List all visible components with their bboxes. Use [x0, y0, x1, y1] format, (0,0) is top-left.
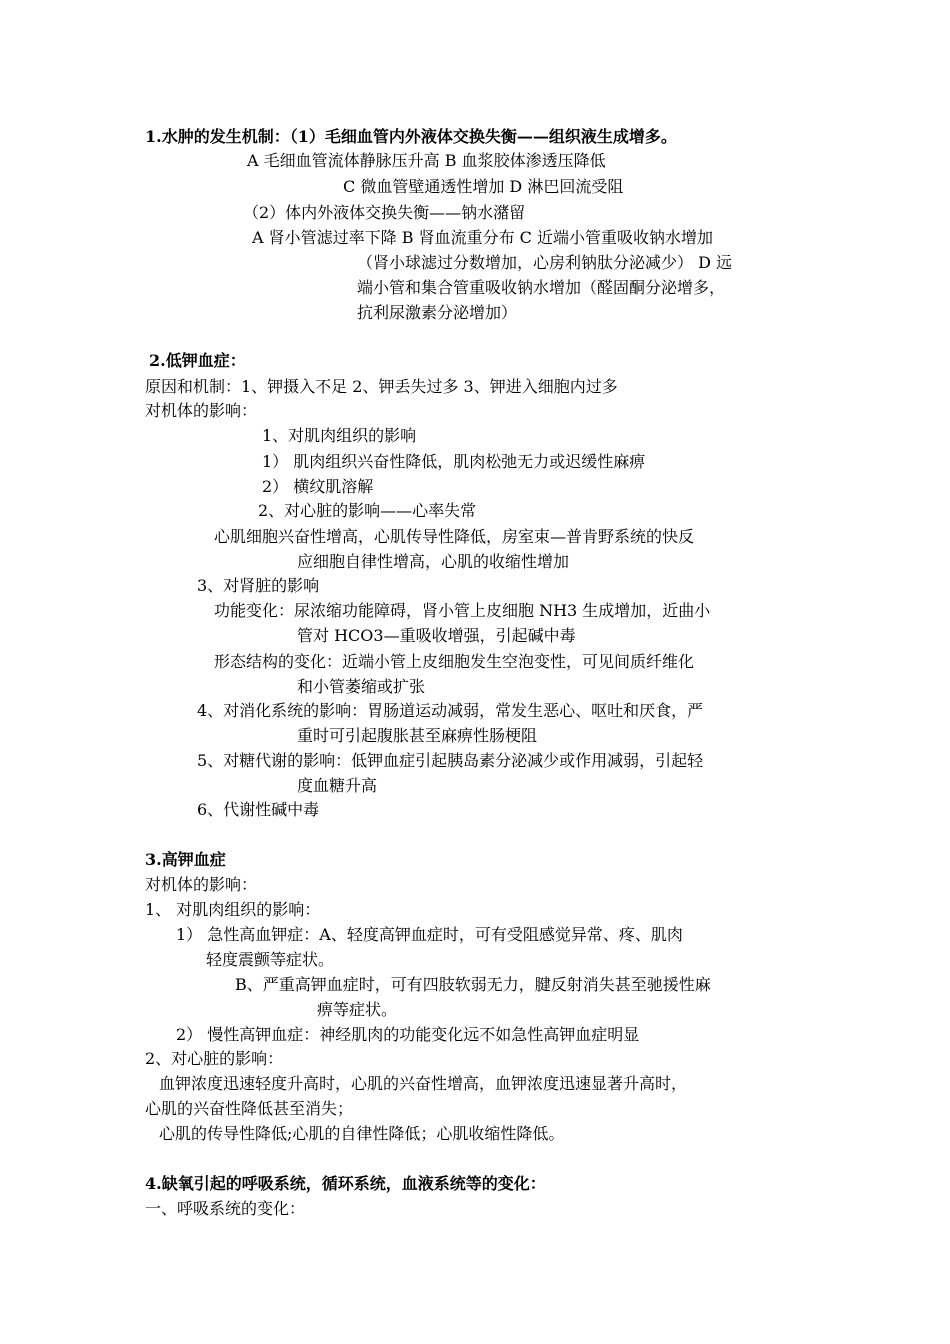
text-line: 2） 慢性高钾血症：神经肌肉的功能变化远不如急性高钾血症明显 — [176, 1025, 640, 1044]
section-4-heading: 4.缺氧引起的呼吸系统，循环系统，血液系统等的变化： — [145, 1174, 546, 1193]
text-line: 痹等症状。 — [317, 1000, 398, 1019]
text-line: 原因和机制：1、钾摄入不足 2、钾丢失过多 3、钾进入细胞内过多 — [145, 377, 618, 396]
text-line: 2、对心脏的影响——心率失常 — [258, 501, 477, 520]
text-line: （肾小球滤过分数增加，心房利钠肽分泌减少） D 远 — [357, 253, 733, 272]
text-line: 血钾浓度迅速轻度升高时，心肌的兴奋性增高，血钾浓度迅速显著升高时， — [159, 1074, 688, 1093]
text-line: 形态结构的变化：近端小管上皮细胞发生空泡变性，可见间质纤维化 — [214, 652, 695, 671]
text-line: 6、代谢性碱中毒 — [197, 800, 320, 819]
text-line: 5、对糖代谢的影响：低钾血症引起胰岛素分泌减少或作用减弱，引起轻 — [197, 751, 704, 770]
text-line: 度血糖升高 — [297, 776, 378, 795]
section-1-heading — [145, 126, 677, 148]
text-line: 应细胞自律性增高，心肌的收缩性增加 — [297, 552, 570, 571]
text-line: 心肌的传导性降低;心肌的自律性降低；心肌收缩性降低。 — [159, 1124, 565, 1143]
text-line: 心肌的兴奋性降低甚至消失； — [145, 1099, 354, 1118]
text-line: 对机体的影响： — [145, 875, 258, 894]
text-line: 1） 肌肉组织兴奋性降低，肌肉松弛无力或迟缓性麻痹 — [262, 452, 646, 471]
text-line: 管对 HCO3—重吸收增强，引起碱中毒 — [297, 626, 576, 645]
text-line: 心肌细胞兴奋性增高，心肌传导性降低，房室束—普肯野系统的快反 — [214, 527, 695, 546]
text-line: A 肾小管滤过率下降 B 肾血流重分布 C 近端小管重吸收钠水增加 — [252, 228, 713, 247]
text-line: 1） 急性高血钾症：A、轻度高钾血症时，可有受阻感觉异常、疼、肌肉 — [176, 925, 683, 944]
text-line: 轻度震颤等症状。 — [206, 950, 335, 969]
text-line: 对机体的影响： — [145, 401, 258, 420]
section-2-heading: 2.低钾血症： — [149, 351, 246, 370]
text-line: C 微血管壁通透性增加 D 淋巴回流受阻 — [343, 177, 624, 196]
text-line: 和小管萎缩或扩张 — [297, 677, 426, 696]
heading-text: 1.水肿的发生机制：（1）毛细血管内外液体交换失衡——组织液生成增多。 — [145, 127, 677, 146]
text-line: 1、 对肌肉组织的影响： — [145, 900, 321, 919]
text-line: 3、对肾脏的影响 — [197, 576, 320, 595]
text-line: 重时可引起腹胀甚至麻痹性肠梗阻 — [297, 726, 538, 745]
text-line: 抗利尿激素分泌增加） — [357, 303, 518, 322]
text-line: （2）体内外液体交换失衡——钠水潴留 — [243, 203, 526, 222]
text-line: B、严重高钾血症时，可有四肢软弱无力，腱反射消失甚至驰援性麻 — [235, 975, 711, 994]
text-line: 功能变化：尿浓缩功能障碍，肾小管上皮细胞 NH3 生成增加，近曲小 — [214, 601, 711, 620]
section-3-heading: 3.高钾血症 — [145, 850, 226, 869]
text-line: 4、对消化系统的影响：胃肠道运动减弱，常发生恶心、呕吐和厌食，严 — [197, 701, 704, 720]
text-line: 端小管和集合管重吸收钠水增加（醛固酮分泌增多， — [357, 278, 726, 297]
text-line: 2、对心脏的影响： — [145, 1049, 284, 1068]
text-line: A 毛细血管流体静脉压升高 B 血浆胶体渗透压降低 — [247, 151, 606, 170]
text-line: 2） 横纹肌溶解 — [262, 477, 374, 496]
text-line: 1、对肌肉组织的影响 — [262, 426, 417, 445]
text-line: 一、呼吸系统的变化： — [145, 1199, 306, 1218]
